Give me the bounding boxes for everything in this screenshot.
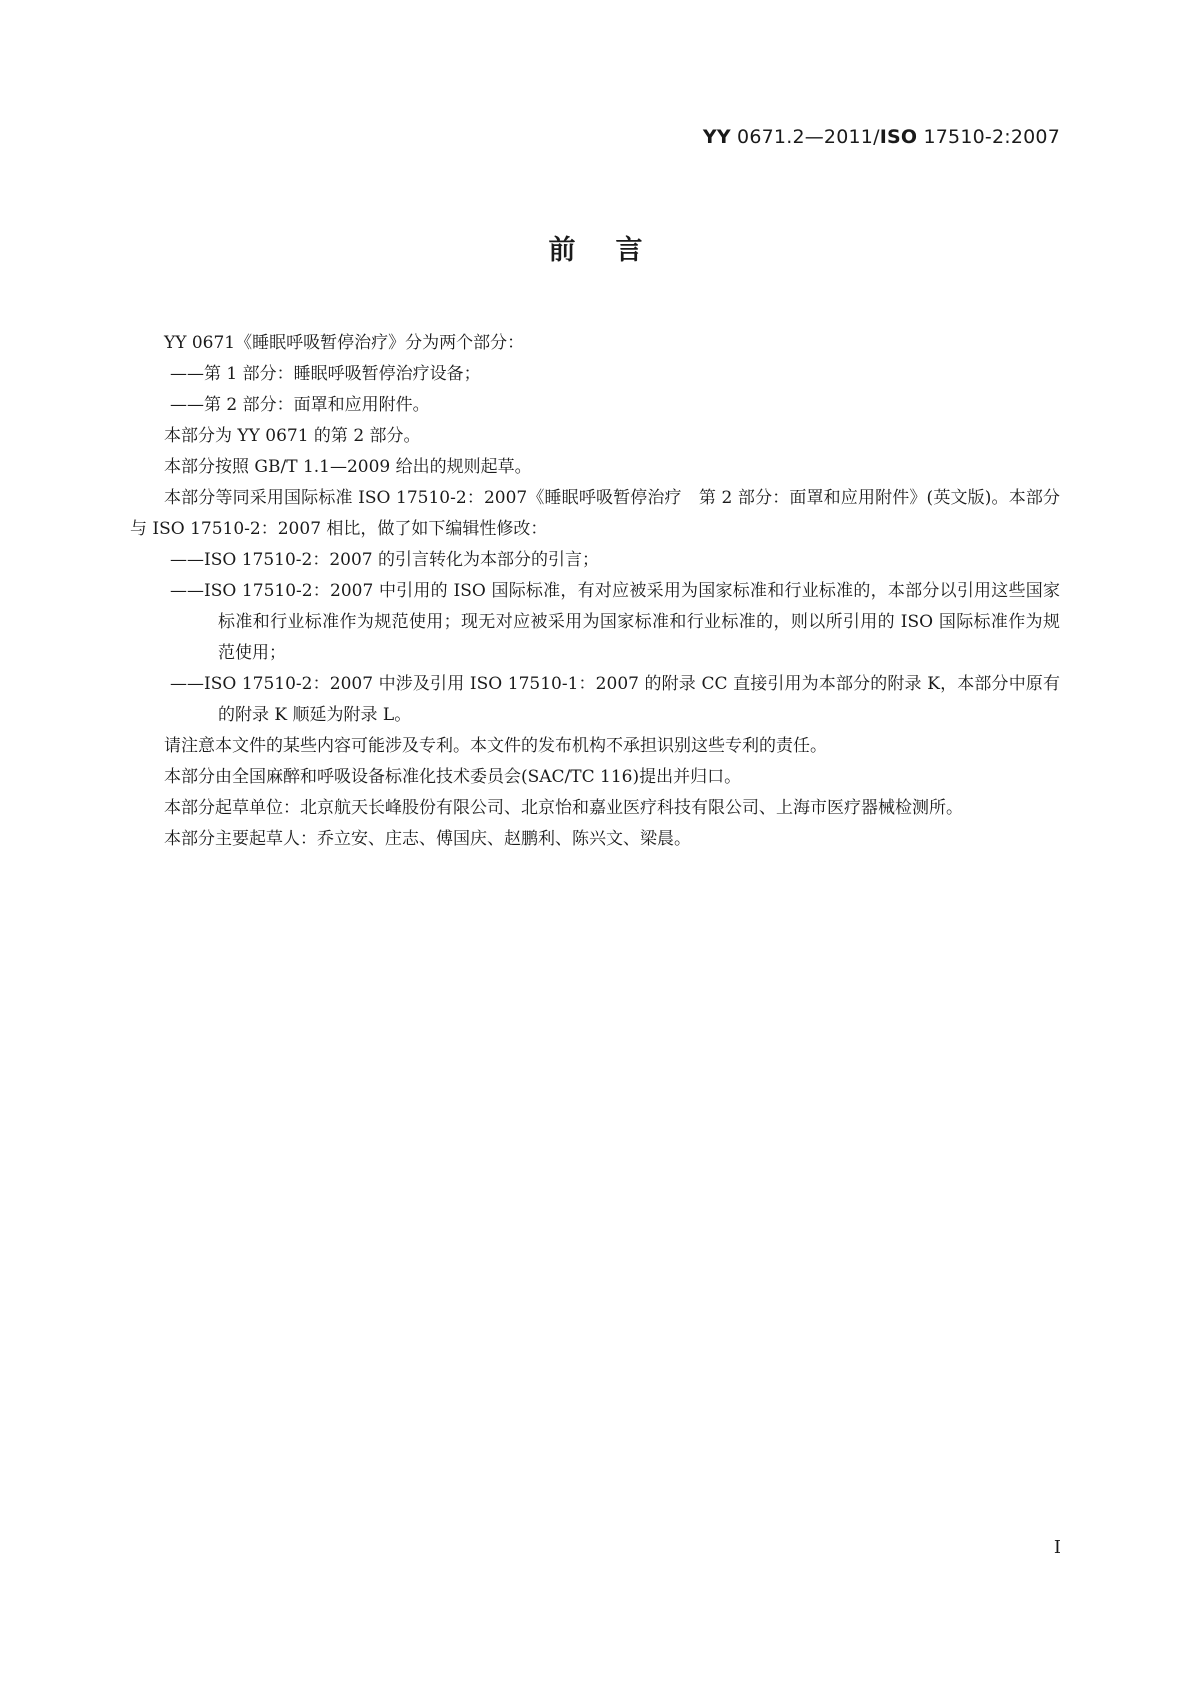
standard-code-yy-number: 0671.2—2011/: [730, 126, 880, 148]
standard-code-header: [703, 126, 1060, 148]
list-item-modification-2: ——ISO 17510-2：2007 中引用的 ISO 国际标准，有对应被采用为国家标准和行业标准的，本部分以引用这些国家标准和行业标准作为规范使用；现无对应被采用为国家标准和行业标准的，则以所引用的 ISO 国际标准作为规范使用；: [170, 581, 1060, 663]
paragraph-proposed-by: 本部分由全国麻醉和呼吸设备标准化技术委员会(SAC/TC 116)提出并归口。: [164, 767, 742, 787]
paragraph-drafters: 本部分主要起草人：乔立安、庄志、傅国庆、赵鹏利、陈兴文、梁晨。: [164, 829, 691, 849]
list-item-modification-1: ——ISO 17510-2：2007 的引言转化为本部分的引言；: [170, 550, 600, 570]
list-item-part-1: ——第 1 部分：睡眠呼吸暂停治疗设备；: [170, 364, 481, 384]
paragraph-drafting-rules: 本部分按照 GB/T 1.1—2009 给出的规则起草。: [164, 457, 532, 477]
paragraph-patent-notice: 请注意本文件的某些内容可能涉及专利。本文件的发布机构不承担识别这些专利的责任。: [164, 736, 827, 756]
page-title: 前言: [548, 235, 683, 266]
paragraph-adoption: 本部分等同采用国际标准 ISO 17510-2：2007《睡眠呼吸暂停治疗 第 2 部分：面罩和应用附件》(英文版)。本部分与 ISO 17510-2：2007 相比，做了如下编辑性修改：: [130, 488, 1060, 539]
paragraph-parts-intro: YY 0671《睡眠呼吸暂停治疗》分为两个部分：: [164, 333, 525, 353]
list-item-modification-3: ——ISO 17510-2：2007 中涉及引用 ISO 17510-1：2007 的附录 CC 直接引用为本部分的附录 K，本部分中原有的附录 K 顺延为附录 L。: [170, 674, 1060, 725]
page-number: I: [1053, 1537, 1061, 1558]
paragraph-this-part: 本部分为 YY 0671 的第 2 部分。: [164, 426, 421, 446]
foreword-body: [130, 328, 1060, 855]
standard-code-iso-number: 17510-2:2007: [917, 126, 1060, 148]
standard-code-yy: YY: [702, 126, 731, 148]
standard-code-iso: ISO: [879, 126, 918, 148]
list-item-part-2: ——第 2 部分：面罩和应用附件。: [170, 395, 430, 415]
paragraph-drafting-units: 本部分起草单位：北京航天长峰股份有限公司、北京怡和嘉业医疗科技有限公司、上海市医疗器械检测所。: [164, 798, 963, 818]
